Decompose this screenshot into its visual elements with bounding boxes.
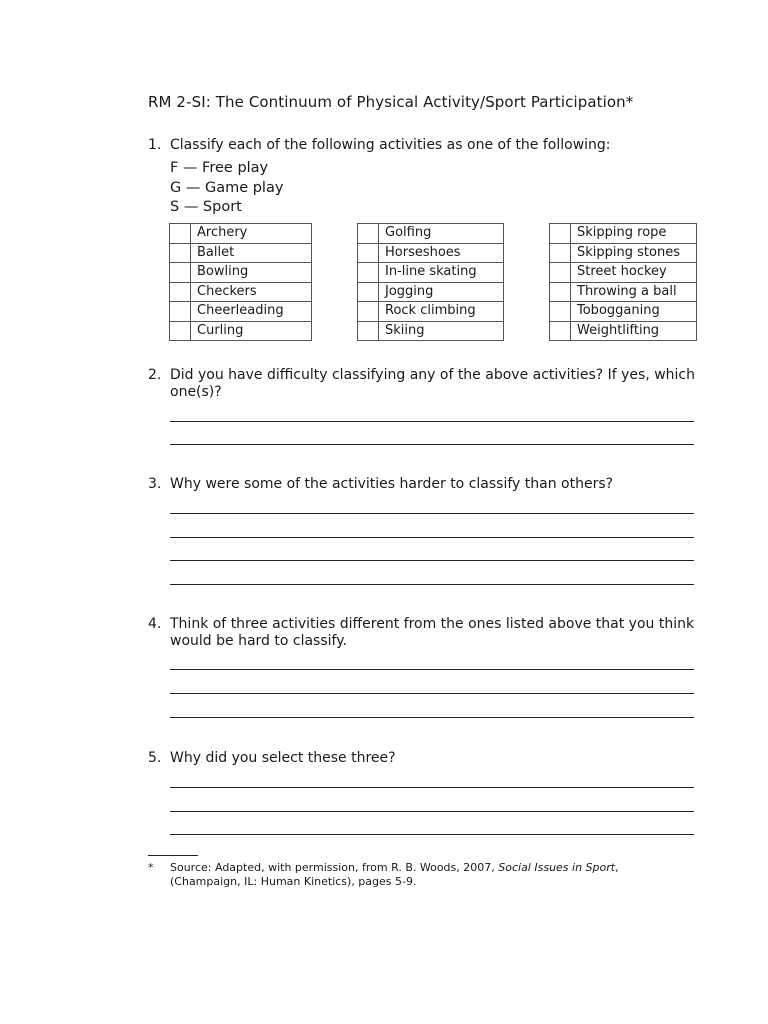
answer-box[interactable] <box>550 224 571 244</box>
classification-choices <box>170 159 283 218</box>
table-row <box>170 243 312 263</box>
answer-box[interactable] <box>358 321 379 341</box>
answer-line[interactable] <box>170 693 694 694</box>
table-row <box>170 321 312 341</box>
activity-table-1 <box>169 223 312 341</box>
choice-game-play: G — Game play <box>170 179 284 196</box>
answer-line[interactable] <box>170 513 694 514</box>
activity-table-2 <box>357 223 504 341</box>
table-row <box>358 224 504 244</box>
activity-name: Curling <box>191 321 312 341</box>
table-row <box>550 243 697 263</box>
answer-box[interactable] <box>170 282 191 302</box>
activity-name: Tobogganing <box>571 302 697 322</box>
question-number: 4. <box>148 616 162 632</box>
answer-line[interactable] <box>170 444 694 445</box>
answer-line[interactable] <box>170 537 694 538</box>
table-row <box>550 263 697 283</box>
table-row <box>358 321 504 341</box>
table-row <box>550 302 697 322</box>
answer-box[interactable] <box>358 282 379 302</box>
activity-name: Horseshoes <box>379 243 504 263</box>
activity-name: Golfing <box>379 224 504 244</box>
activity-name: Cheerleading <box>191 302 312 322</box>
footnote-book-title: Social Issues in Sport <box>498 861 616 874</box>
answer-box[interactable] <box>550 321 571 341</box>
activity-name: Archery <box>191 224 312 244</box>
activity-name: Throwing a ball <box>571 282 697 302</box>
answer-box[interactable] <box>358 224 379 244</box>
activity-table-3 <box>549 223 697 341</box>
answer-line[interactable] <box>170 584 694 585</box>
activity-name: Ballet <box>191 243 312 263</box>
question-number: 3. <box>148 476 162 492</box>
answer-line[interactable] <box>170 560 694 561</box>
question-text: Why did you select these three? <box>170 750 396 766</box>
answer-box[interactable] <box>550 243 571 263</box>
footnote-divider <box>148 855 198 856</box>
question-text: Why were some of the activities harder to classify than others? <box>170 476 614 492</box>
answer-line[interactable] <box>170 421 694 422</box>
activity-name: Skiing <box>379 321 504 341</box>
table-row <box>550 282 697 302</box>
answer-line[interactable] <box>170 717 694 718</box>
answer-box[interactable] <box>358 243 379 263</box>
answer-box[interactable] <box>170 263 191 283</box>
answer-box[interactable] <box>170 243 191 263</box>
answer-line[interactable] <box>170 669 694 670</box>
footnote-marker: * <box>148 861 154 874</box>
activity-name: Bowling <box>191 263 312 283</box>
activity-name: Checkers <box>191 282 312 302</box>
activity-name: Skipping stones <box>571 243 697 263</box>
question-text: Classify each of the following activities as one of the following: <box>170 137 611 153</box>
answer-box[interactable] <box>550 282 571 302</box>
footnote-text <box>170 861 690 889</box>
question-text: Think of three activities different from the ones listed above that you think would be hard to classify. <box>170 616 695 649</box>
footnote-publisher: , (Champaign, IL: Human Kinetics), pages 5-9. <box>170 861 619 888</box>
table-row <box>170 282 312 302</box>
activity-name: In-line skating <box>379 263 504 283</box>
answer-box[interactable] <box>550 302 571 322</box>
question-number: 1. <box>148 137 162 153</box>
answer-box[interactable] <box>170 302 191 322</box>
table-row <box>358 263 504 283</box>
answer-line[interactable] <box>170 834 694 835</box>
page-title: RM 2-SI: The Continuum of Physical Activity/Sport Participation* <box>148 93 634 111</box>
table-row <box>170 224 312 244</box>
choice-sport: S — Sport <box>170 199 242 215</box>
table-row <box>358 243 504 263</box>
activity-name: Weightlifting <box>571 321 697 341</box>
answer-line[interactable] <box>170 811 694 812</box>
choice-free-play: F — Free play <box>170 160 269 176</box>
table-row <box>358 302 504 322</box>
activity-name: Street hockey <box>571 263 697 283</box>
activity-name: Skipping rope <box>571 224 697 244</box>
footnote-source: Source: Adapted, with permission, from R. B. Woods, 2007, <box>170 861 499 874</box>
answer-box[interactable] <box>358 263 379 283</box>
table-row <box>170 302 312 322</box>
question-number: 5. <box>148 750 162 766</box>
table-row <box>170 263 312 283</box>
answer-box[interactable] <box>170 321 191 341</box>
question-text: Did you have difficulty classifying any of the above activities? If yes, which one(s)? <box>170 367 696 400</box>
table-row <box>550 321 697 341</box>
table-row <box>358 282 504 302</box>
activity-name: Jogging <box>379 282 504 302</box>
question-number: 2. <box>148 367 162 383</box>
answer-box[interactable] <box>550 263 571 283</box>
answer-box[interactable] <box>170 224 191 244</box>
table-row <box>550 224 697 244</box>
answer-box[interactable] <box>358 302 379 322</box>
activity-name: Rock climbing <box>379 302 504 322</box>
answer-line[interactable] <box>170 787 694 788</box>
